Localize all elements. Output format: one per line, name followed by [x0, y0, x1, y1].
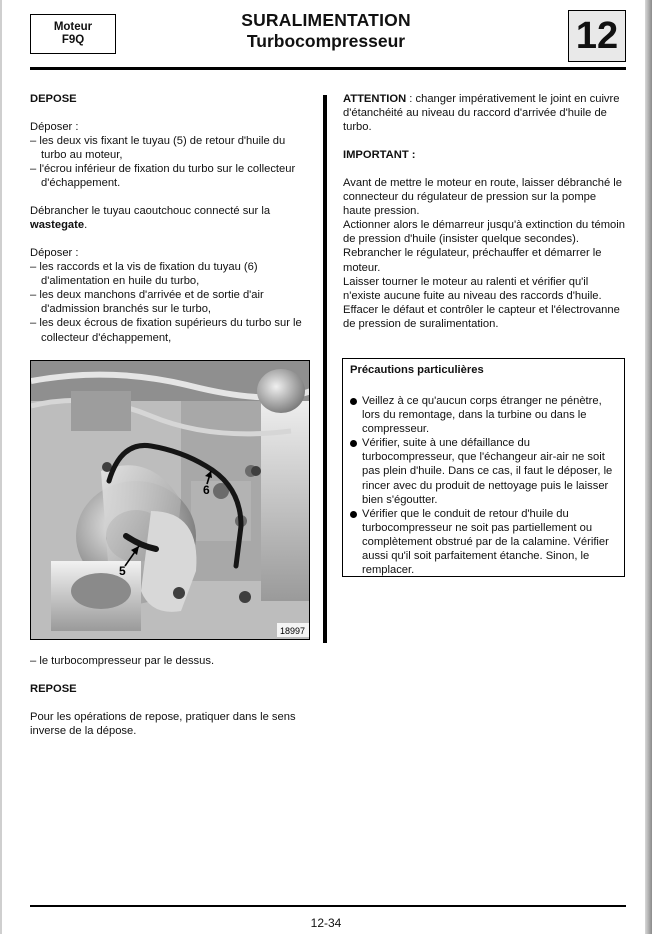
engine-box [30, 14, 116, 54]
heading-depose: DEPOSE [30, 93, 77, 105]
step-remove-return-pipe-screws: – les deux vis fixant le tuyau (5) de retour d'huile du turbo au moteur, [30, 135, 286, 162]
chapter-number: 12 [568, 10, 626, 62]
precautions-box [342, 358, 625, 577]
title-block [200, 10, 452, 52]
page-number: 12-34 [310, 916, 342, 930]
precaution-item [350, 436, 618, 506]
page-edge-left [0, 0, 2, 934]
turbo-photo-drawing [31, 361, 310, 640]
important-paragraph-3: Rebrancher le régulateur, préchauffer et démarrer le moteur. [343, 247, 602, 274]
important-paragraph-4: Laisser tourner le moteur au ralenti et vérifier qu'il n'existe aucune fuite au niveau des raccords d'huile. [343, 275, 602, 302]
engine-code: F9Q [61, 34, 85, 46]
repose-text: Pour les opérations de repose, pratiquer dans le sens inverse de la dépose. [30, 711, 296, 738]
attention-note [343, 92, 626, 134]
step-remove-air-sleeves: – les deux manchons d'arrivée et de sortie d'air d'admission branchés sur le turbo, [30, 289, 264, 316]
deposer-label-2: Déposer : [30, 247, 79, 259]
attention-label: ATTENTION [343, 93, 407, 105]
precaution-text: Veillez à ce qu'aucun corps étranger ne pénètre, lors du remontage, dans la turbine ou dans le compresseur. [362, 395, 602, 436]
precautions-list [350, 394, 618, 577]
engine-illustration [30, 360, 310, 640]
important-label: IMPORTANT : [343, 149, 416, 161]
debrancher-text: Débrancher le tuyau caoutchouc connecté sur la [30, 205, 271, 217]
bullet-icon [350, 511, 357, 518]
step-remove-upper-nuts: – les deux écrous de fixation supérieurs du turbo sur le collecteur d'échappement, [30, 317, 302, 344]
step-remove-turbo: – le turbocompresseur par le dessus. [30, 655, 215, 667]
engine-label: Moteur [53, 21, 93, 33]
important-paragraph-5: Effacer le défaut et contrôler le capteur et l'électrovanne de pression de suralimentation. [343, 303, 620, 330]
header-divider [30, 67, 626, 70]
important-paragraph-2: Actionner alors le démarreur jusqu'à extinction du témoin de pression d'huile (insister quelque secondes). [343, 219, 625, 246]
debrancher-end: . [84, 219, 88, 232]
deposer-label-1: Déposer : [30, 121, 79, 133]
precaution-text: Vérifier, suite à une défaillance du turbocompresseur, que l'échangeur air-air ne soit pas plein d'huile. Dans ce cas, il faut le déposer, le rincer avec du produit de nettoyage puis le laisser bien s'égoutter. [362, 437, 613, 506]
bullet-icon [350, 440, 357, 447]
page-title: SURALIMENTATION [241, 10, 411, 30]
bullet-icon [350, 398, 357, 405]
column-divider [323, 95, 327, 643]
page-subtitle: Turbocompresseur [246, 31, 406, 51]
figure-number: 18997 [280, 626, 306, 636]
precaution-text: Vérifier que le conduit de retour d'huile du turbocompresseur ne soit pas partiellement ou complètement obstrué par de la calamine. Vérifier aussi qu'il soit parfaitement étanche. Sinon, le remplacer. [362, 507, 609, 577]
callout-5: 5 [119, 564, 126, 578]
important-paragraph-1: Avant de mettre le moteur en route, laisser débranché le connecteur du régulateur de pression sur la pompe haute pression. [343, 177, 623, 218]
footer-divider [30, 905, 626, 907]
attention-text: : changer impérativement le joint en cuivre d'étanchéité au niveau du raccord d'arrivée d'huile de turbo. [343, 93, 620, 134]
important-instructions [343, 176, 626, 331]
precaution-item [350, 507, 618, 577]
heading-repose: REPOSE [30, 683, 77, 695]
precaution-item [350, 394, 618, 436]
wastegate-term: wastegate [30, 219, 85, 232]
precautions-title: Précautions particulières [350, 364, 484, 376]
depose-steps-1 [30, 120, 312, 190]
step-remove-lower-nut: – l'écrou inférieur de fixation du turbo sur le collecteur d'échappement. [30, 163, 296, 190]
page-edge-shadow [645, 0, 652, 934]
step-remove-oil-feed: – les raccords et la vis de fixation du tuyau (6) d'alimentation en huile du turbo, [30, 261, 258, 288]
callout-6: 6 [203, 483, 210, 497]
debrancher-paragraph [30, 204, 312, 232]
depose-steps-2 [30, 246, 312, 345]
